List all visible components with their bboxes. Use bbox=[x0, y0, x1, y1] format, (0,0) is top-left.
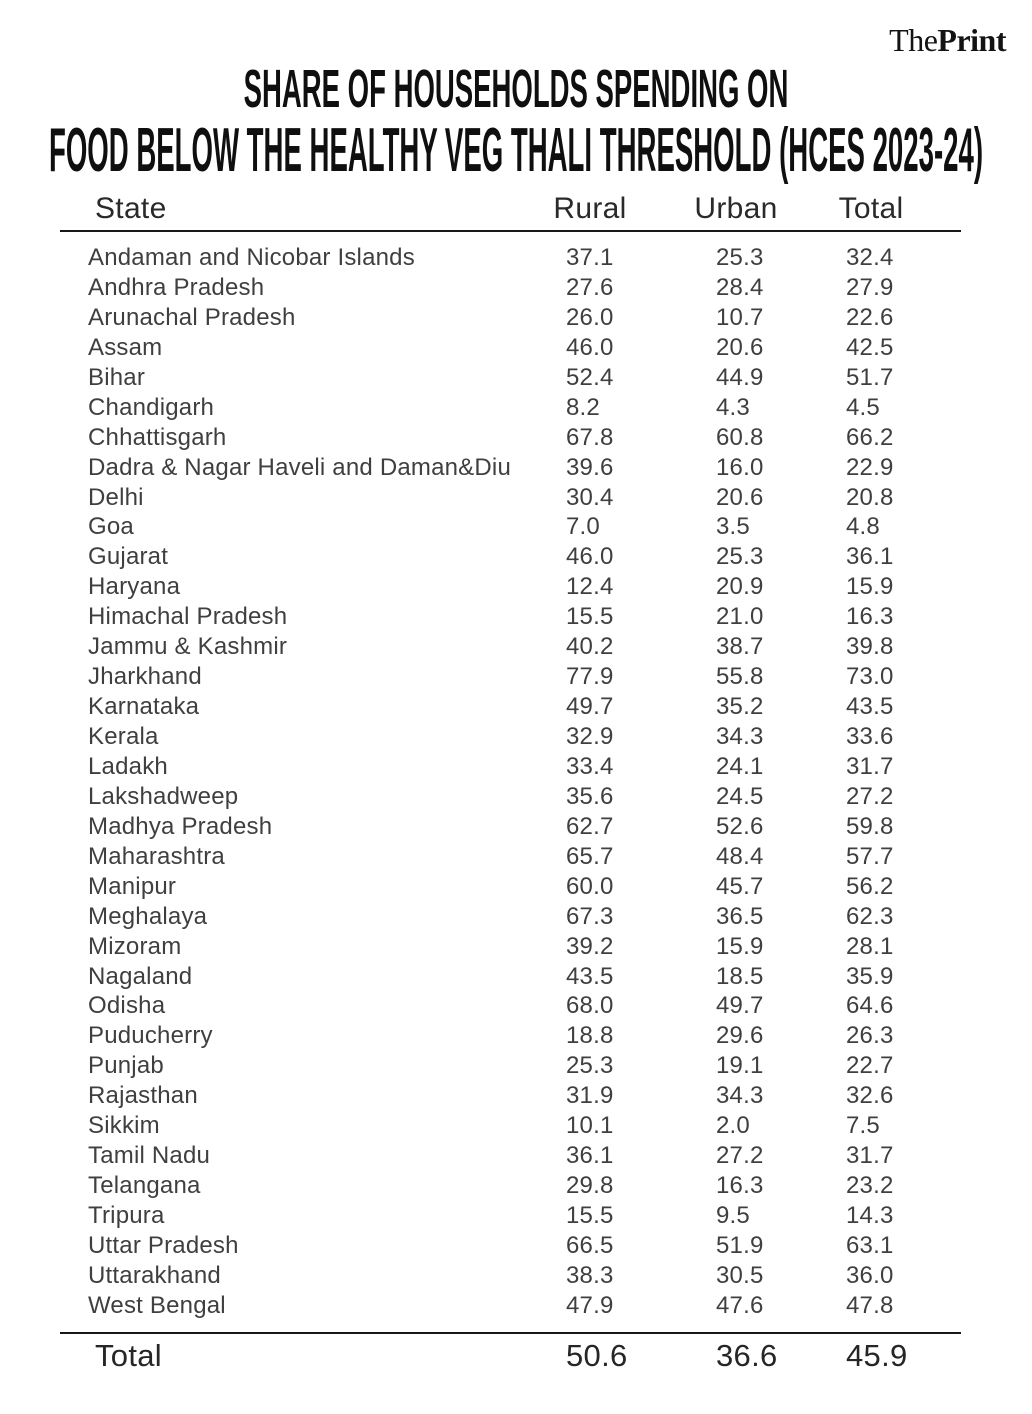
state-cell: Arunachal Pradesh bbox=[88, 303, 296, 331]
total-cell: 23.2 bbox=[846, 1172, 894, 1200]
state-cell: Punjab bbox=[88, 1052, 164, 1080]
state-cell: Puducherry bbox=[88, 1022, 213, 1050]
urban-cell: 47.6 bbox=[716, 1291, 764, 1319]
rural-cell: 60.0 bbox=[566, 872, 614, 900]
table-row bbox=[0, 842, 1032, 872]
urban-cell: 51.9 bbox=[716, 1231, 764, 1259]
urban-cell: 10.7 bbox=[716, 303, 764, 331]
urban-cell: 55.8 bbox=[716, 663, 764, 691]
total-cell: 73.0 bbox=[846, 663, 894, 691]
state-cell: Haryana bbox=[88, 573, 181, 601]
total-cell: 32.4 bbox=[846, 244, 894, 271]
table-row bbox=[0, 303, 1032, 333]
page-title-line-2: FOOD BELOW THE HEALTHY VEG THALI THRESHOLD (HCES 2023-24) bbox=[48, 116, 984, 185]
state-cell: Odisha bbox=[88, 992, 166, 1020]
total-cell: 4.8 bbox=[846, 513, 880, 541]
state-cell: Rajasthan bbox=[88, 1082, 198, 1110]
urban-cell: 29.6 bbox=[716, 1022, 764, 1050]
total-cell: 39.8 bbox=[846, 633, 894, 661]
rural-cell: 39.6 bbox=[566, 453, 614, 481]
state-cell: Chhattisgarh bbox=[88, 423, 227, 451]
total-cell: 20.8 bbox=[846, 483, 894, 511]
rural-cell: 67.8 bbox=[566, 423, 614, 451]
state-cell: Ladakh bbox=[88, 752, 168, 780]
table-row bbox=[0, 273, 1032, 303]
state-cell: Jharkhand bbox=[88, 663, 202, 691]
urban-cell: 36.5 bbox=[716, 902, 764, 930]
logo-the-text: The bbox=[889, 22, 938, 58]
urban-cell: 24.5 bbox=[716, 782, 764, 810]
urban-cell: 25.3 bbox=[716, 543, 764, 571]
rural-cell: 65.7 bbox=[566, 842, 614, 870]
state-cell: Himachal Pradesh bbox=[88, 603, 288, 631]
total-cell: 32.6 bbox=[846, 1082, 894, 1110]
state-cell: Manipur bbox=[88, 872, 177, 900]
rural-cell: 15.5 bbox=[566, 1202, 614, 1229]
total-rural-value: 50.6 bbox=[566, 1338, 628, 1373]
rural-cell: 40.2 bbox=[566, 633, 614, 661]
urban-cell: 44.9 bbox=[716, 363, 764, 391]
header-rule bbox=[60, 230, 961, 232]
rural-cell: 27.6 bbox=[566, 273, 614, 301]
rural-cell: 37.1 bbox=[566, 244, 614, 271]
state-cell: Uttarakhand bbox=[88, 1261, 221, 1289]
total-cell: 7.5 bbox=[846, 1112, 880, 1140]
rural-cell: 18.8 bbox=[566, 1022, 614, 1050]
total-cell: 36.0 bbox=[846, 1261, 894, 1289]
table-row bbox=[0, 722, 1032, 752]
rural-cell: 29.8 bbox=[566, 1172, 614, 1200]
urban-cell: 28.4 bbox=[716, 273, 764, 301]
urban-cell: 3.5 bbox=[716, 513, 750, 541]
logo-print-text: Print bbox=[937, 22, 1006, 58]
column-header-total: Total bbox=[838, 192, 904, 225]
urban-cell: 16.0 bbox=[716, 453, 764, 481]
state-cell: Andhra Pradesh bbox=[88, 273, 265, 301]
table-row bbox=[0, 483, 1032, 513]
total-cell: 33.6 bbox=[846, 723, 894, 750]
table-row bbox=[0, 812, 1032, 842]
table-row bbox=[0, 752, 1032, 782]
total-cell: 62.3 bbox=[846, 902, 894, 930]
urban-cell: 15.9 bbox=[716, 932, 764, 960]
rural-cell: 39.2 bbox=[566, 932, 614, 960]
rural-cell: 8.2 bbox=[566, 393, 600, 421]
table-row bbox=[0, 1291, 1032, 1321]
rural-cell: 35.6 bbox=[566, 782, 614, 810]
total-cell: 31.7 bbox=[846, 752, 894, 780]
theprint-logo bbox=[889, 22, 1006, 59]
state-cell: Uttar Pradesh bbox=[88, 1231, 239, 1259]
table-row bbox=[0, 632, 1032, 662]
rural-cell: 38.3 bbox=[566, 1261, 614, 1289]
state-cell: Tamil Nadu bbox=[88, 1142, 211, 1170]
urban-cell: 18.5 bbox=[716, 962, 764, 990]
urban-cell: 25.3 bbox=[716, 244, 764, 271]
total-cell: 26.3 bbox=[846, 1022, 894, 1050]
total-label: Total bbox=[95, 1338, 162, 1373]
table-row bbox=[0, 393, 1032, 423]
total-cell: 4.5 bbox=[846, 393, 880, 421]
rural-cell: 52.4 bbox=[566, 363, 614, 391]
state-cell: Bihar bbox=[88, 363, 146, 391]
total-cell: 47.8 bbox=[846, 1291, 894, 1319]
total-cell: 22.6 bbox=[846, 303, 894, 331]
total-cell: 22.7 bbox=[846, 1052, 894, 1080]
total-cell: 57.7 bbox=[846, 842, 894, 870]
column-header-state: State bbox=[95, 192, 167, 225]
total-cell: 27.9 bbox=[846, 273, 894, 301]
rural-cell: 33.4 bbox=[566, 752, 614, 780]
total-cell: 59.8 bbox=[846, 812, 894, 840]
total-cell: 43.5 bbox=[846, 693, 894, 721]
urban-cell: 20.6 bbox=[716, 483, 764, 511]
state-cell: Lakshadweep bbox=[88, 782, 239, 810]
table-row bbox=[0, 243, 1032, 273]
urban-cell: 48.4 bbox=[716, 842, 764, 870]
rural-cell: 77.9 bbox=[566, 663, 614, 691]
total-rule bbox=[60, 1332, 961, 1334]
urban-cell: 20.9 bbox=[716, 573, 764, 601]
table-row bbox=[0, 572, 1032, 602]
urban-cell: 60.8 bbox=[716, 423, 764, 451]
rural-cell: 47.9 bbox=[566, 1291, 614, 1319]
state-cell: Maharashtra bbox=[88, 842, 225, 870]
table-row bbox=[0, 662, 1032, 692]
state-cell: Meghalaya bbox=[88, 902, 208, 930]
urban-cell: 30.5 bbox=[716, 1261, 764, 1289]
table-row bbox=[0, 902, 1032, 932]
state-cell: Telangana bbox=[88, 1172, 201, 1200]
total-cell: 16.3 bbox=[846, 603, 894, 631]
table-row bbox=[0, 333, 1032, 363]
total-cell: 28.1 bbox=[846, 932, 894, 960]
table-row bbox=[0, 782, 1032, 812]
state-cell: Goa bbox=[88, 513, 134, 541]
urban-cell: 4.3 bbox=[716, 393, 750, 421]
urban-cell: 45.7 bbox=[716, 872, 764, 900]
state-cell: Jammu & Kashmir bbox=[88, 633, 288, 661]
state-cell: Tripura bbox=[88, 1202, 165, 1229]
rural-cell: 30.4 bbox=[566, 483, 614, 511]
urban-cell: 35.2 bbox=[716, 693, 764, 721]
urban-cell: 9.5 bbox=[716, 1202, 750, 1229]
urban-cell: 34.3 bbox=[716, 1082, 764, 1110]
urban-cell: 19.1 bbox=[716, 1052, 764, 1080]
rural-cell: 68.0 bbox=[566, 992, 614, 1020]
total-urban-value: 36.6 bbox=[716, 1338, 778, 1373]
state-cell: Madhya Pradesh bbox=[88, 812, 273, 840]
urban-cell: 16.3 bbox=[716, 1172, 764, 1200]
column-header-rural: Rural bbox=[553, 192, 627, 225]
table-row bbox=[0, 453, 1032, 483]
rural-cell: 67.3 bbox=[566, 902, 614, 930]
rural-cell: 43.5 bbox=[566, 962, 614, 990]
rural-cell: 46.0 bbox=[566, 543, 614, 571]
rural-cell: 66.5 bbox=[566, 1231, 614, 1259]
page-title-line-1: SHARE OF HOUSEHOLDS SPENDING ON bbox=[243, 59, 789, 119]
table-row bbox=[0, 1111, 1032, 1141]
state-cell: Andaman and Nicobar Islands bbox=[88, 244, 415, 271]
state-cell: Assam bbox=[88, 333, 163, 361]
total-cell: 35.9 bbox=[846, 962, 894, 990]
rural-cell: 25.3 bbox=[566, 1052, 614, 1080]
table-body bbox=[0, 243, 1032, 1321]
state-cell: Dadra & Nagar Haveli and Daman&Diu bbox=[88, 453, 512, 481]
rural-cell: 32.9 bbox=[566, 723, 614, 750]
table-row bbox=[0, 1171, 1032, 1201]
column-header-urban: Urban bbox=[694, 192, 778, 225]
table-row bbox=[0, 1081, 1032, 1111]
rural-cell: 46.0 bbox=[566, 333, 614, 361]
total-cell: 66.2 bbox=[846, 423, 894, 451]
state-cell: Karnataka bbox=[88, 693, 200, 721]
table-row bbox=[0, 872, 1032, 902]
total-cell: 14.3 bbox=[846, 1202, 894, 1229]
urban-cell: 27.2 bbox=[716, 1142, 764, 1170]
urban-cell: 34.3 bbox=[716, 723, 764, 750]
total-cell: 36.1 bbox=[846, 543, 894, 571]
state-cell: Delhi bbox=[88, 483, 144, 511]
state-cell: Sikkim bbox=[88, 1112, 160, 1140]
rural-cell: 15.5 bbox=[566, 603, 614, 631]
urban-cell: 38.7 bbox=[716, 633, 764, 661]
table-row bbox=[0, 363, 1032, 393]
urban-cell: 21.0 bbox=[716, 603, 764, 631]
table-row bbox=[0, 423, 1032, 453]
urban-cell: 52.6 bbox=[716, 812, 764, 840]
total-cell: 15.9 bbox=[846, 573, 894, 601]
rural-cell: 36.1 bbox=[566, 1142, 614, 1170]
table-row bbox=[0, 542, 1032, 572]
table-row bbox=[0, 1141, 1032, 1171]
table-row bbox=[0, 1201, 1032, 1231]
table-row bbox=[0, 1231, 1032, 1261]
rural-cell: 49.7 bbox=[566, 693, 614, 721]
table-row bbox=[0, 512, 1032, 542]
rural-cell: 26.0 bbox=[566, 303, 614, 331]
total-cell: 31.7 bbox=[846, 1142, 894, 1170]
table-row bbox=[0, 932, 1032, 962]
table-row bbox=[0, 1021, 1032, 1051]
total-cell: 27.2 bbox=[846, 782, 894, 810]
total-cell: 63.1 bbox=[846, 1231, 894, 1259]
total-cell: 64.6 bbox=[846, 992, 894, 1020]
state-cell: Nagaland bbox=[88, 962, 193, 990]
table-row bbox=[0, 602, 1032, 632]
state-cell: Gujarat bbox=[88, 543, 169, 571]
total-row bbox=[0, 1337, 1032, 1375]
state-cell: Chandigarh bbox=[88, 393, 215, 421]
table-row bbox=[0, 962, 1032, 992]
urban-cell: 24.1 bbox=[716, 752, 764, 780]
rural-cell: 10.1 bbox=[566, 1112, 614, 1140]
rural-cell: 31.9 bbox=[566, 1082, 614, 1110]
total-cell: 22.9 bbox=[846, 453, 894, 481]
total-total-value: 45.9 bbox=[846, 1338, 908, 1373]
rural-cell: 7.0 bbox=[566, 513, 600, 541]
table-row bbox=[0, 1051, 1032, 1081]
rural-cell: 12.4 bbox=[566, 573, 614, 601]
total-cell: 56.2 bbox=[846, 872, 894, 900]
total-cell: 51.7 bbox=[846, 363, 894, 391]
table-row bbox=[0, 692, 1032, 722]
urban-cell: 49.7 bbox=[716, 992, 764, 1020]
urban-cell: 20.6 bbox=[716, 333, 764, 361]
table-row bbox=[0, 1261, 1032, 1291]
table-row bbox=[0, 991, 1032, 1021]
total-cell: 42.5 bbox=[846, 333, 894, 361]
rural-cell: 62.7 bbox=[566, 812, 614, 840]
urban-cell: 2.0 bbox=[716, 1112, 750, 1140]
state-cell: Kerala bbox=[88, 723, 159, 750]
state-cell: West Bengal bbox=[88, 1291, 226, 1319]
state-cell: Mizoram bbox=[88, 932, 182, 960]
